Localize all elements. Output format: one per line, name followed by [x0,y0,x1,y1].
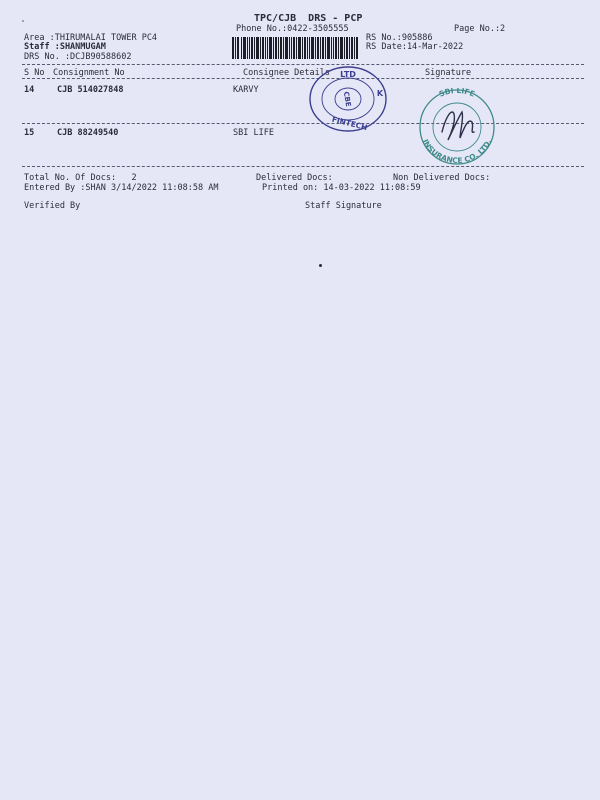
rs-number: RS No.:905886 [366,33,433,43]
col-signature: Signature [425,68,472,78]
entered-by: Entered By :SHAN 3/14/2022 11:08:58 AM [24,183,219,193]
rs-date: RS Date:14-Mar-2022 [366,42,464,52]
row-sno: 15 [24,128,35,138]
row-consignee: KARVY [233,85,259,95]
sbi-life-stamp [412,88,502,166]
row-sno: 14 [24,85,35,95]
document-title: TPC/CJB DRS - PCP [254,13,363,24]
phone-number: Phone No.:0422-3505555 [236,24,349,34]
karvy-stamp-mid-text: K [376,89,384,98]
karvy-stamp-top-text: LTD [340,70,356,79]
col-consignee: Consignee Details [243,68,330,78]
karvy-stamp-center-text: CBE [341,90,353,108]
delivered-docs: Delivered Docs: [256,173,333,183]
barcode [232,37,358,59]
ink-speck [319,264,322,267]
row-consignee: SBI LIFE [233,128,274,138]
divider [22,78,584,79]
staff-signature-label: Staff Signature [305,201,382,211]
divider [22,64,584,65]
verified-by-label: Verified By [24,201,81,211]
drs-number: DRS No. :DCJB90588602 [24,52,132,62]
area-field: Area :THIRUMALAI TOWER PC4 [24,33,158,43]
non-delivered-docs: Non Delivered Docs: [393,173,491,183]
sbi-stamp-top-text: SBI LIFE [437,88,477,99]
row-consignment: CJB 514027848 [57,85,124,95]
total-docs: Total No. Of Docs: 2 [24,173,137,183]
divider [22,166,584,167]
handwritten-signature [442,112,474,140]
page-number: Page No.:2 [454,24,506,34]
col-consignment: Consignment No [53,68,125,78]
staff-field: Staff :SHANMUGAM [24,42,106,52]
sbi-stamp-bottom-text: INSURANCE CO. LTD. [420,137,494,166]
ink-speck [22,20,24,22]
karvy-stamp-bottom-text: FINTECH [330,114,369,133]
col-sno: S No [24,68,45,78]
printed-on: Printed on: 14-03-2022 11:08:59 [262,183,421,193]
row-consignment: CJB 88249540 [57,128,119,138]
karvy-stamp [306,64,390,134]
